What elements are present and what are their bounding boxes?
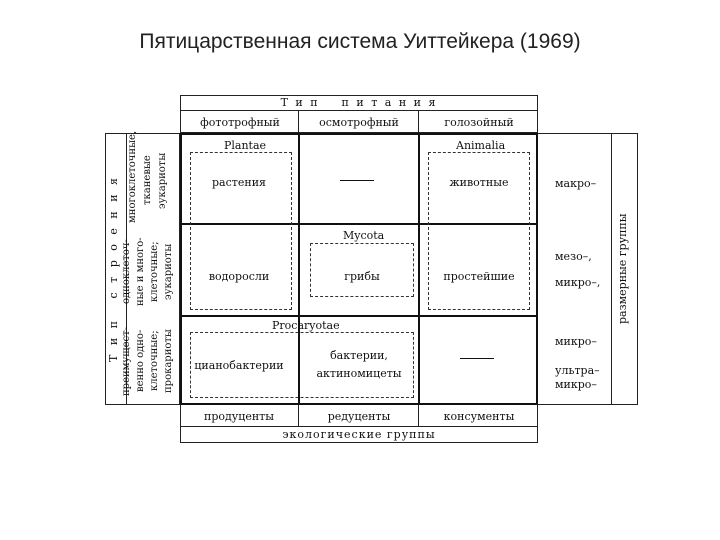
cell-algae: водоросли [208,270,270,283]
procaryotae-label: Procaryotae [272,319,340,332]
structure-2-line-3: клеточные; [149,241,160,303]
cell-fungi: грибы [344,270,380,283]
cell-empty-osmotrophic-row1 [340,180,374,181]
cell-bacteria-line-2: актиномицеты [316,367,402,380]
size-row3-micro2: микро– [555,378,597,391]
eco-divider-1 [298,405,299,427]
grid-hline-2 [180,315,538,317]
size-row3-micro: микро– [555,335,597,348]
size-row1: макро– [555,177,597,190]
size-row2-micro: микро–, [555,276,601,289]
cell-plants: растения [212,176,266,189]
nutrition-divider-1 [298,111,299,133]
nutrition-phototrophic: фототрофный [200,116,280,129]
slide-title: Пятицарственная система Уиттейкера (1969) [139,30,581,53]
cell-bacteria-line-1: бактерии, [330,349,388,362]
nutrition-osmotrophic: осмотрофный [319,116,399,129]
structure-3-line-2: венно одно- [135,329,146,393]
nutrition-holozoic: голозойный [444,116,514,129]
cell-animals: животные [449,176,509,189]
structure-2-line-4: эукариоты [163,243,174,301]
structure-3-line-3: клеточные; [149,330,160,392]
structure-1-line-3: эукариоты [157,152,168,209]
cell-empty-holozoic-row3 [460,358,494,359]
plantae-label: Plantae [224,139,267,152]
eco-consumers: консументы [443,410,515,423]
structure-2-line-2: ные и много- [135,237,146,307]
structure-1-line-1: многоклеточные, [127,130,138,223]
grid-vline-2 [418,133,420,405]
structure-header: Т и п с т р о е н и я [107,175,120,363]
animalia-label: Animalia [456,139,506,152]
nutrition-header: Т и п п и т а н и я [280,96,438,109]
structure-3-line-4: прокариоты [163,329,174,393]
structure-2-line-1: одноклеточ- [121,239,132,305]
eco-divider-2 [418,405,419,427]
eco-producers: продуценты [204,410,274,423]
nutrition-divider-2 [418,111,419,133]
size-header: размерные группы [616,213,629,325]
structure-1-line-2: тканевые [142,155,153,206]
structure-3-line-1: преимущест- [121,326,132,396]
cell-cyanobacteria: цианобактерии [194,359,284,372]
size-row3-ultra: ультра– [555,364,600,377]
cell-protozoa: простейшие [443,270,515,283]
eco-header: экологические группы [282,428,436,441]
size-row2-meso: мезо–, [555,250,592,263]
eco-decomposers: редуценты [327,410,391,423]
mycota-label: Mycota [343,229,385,242]
